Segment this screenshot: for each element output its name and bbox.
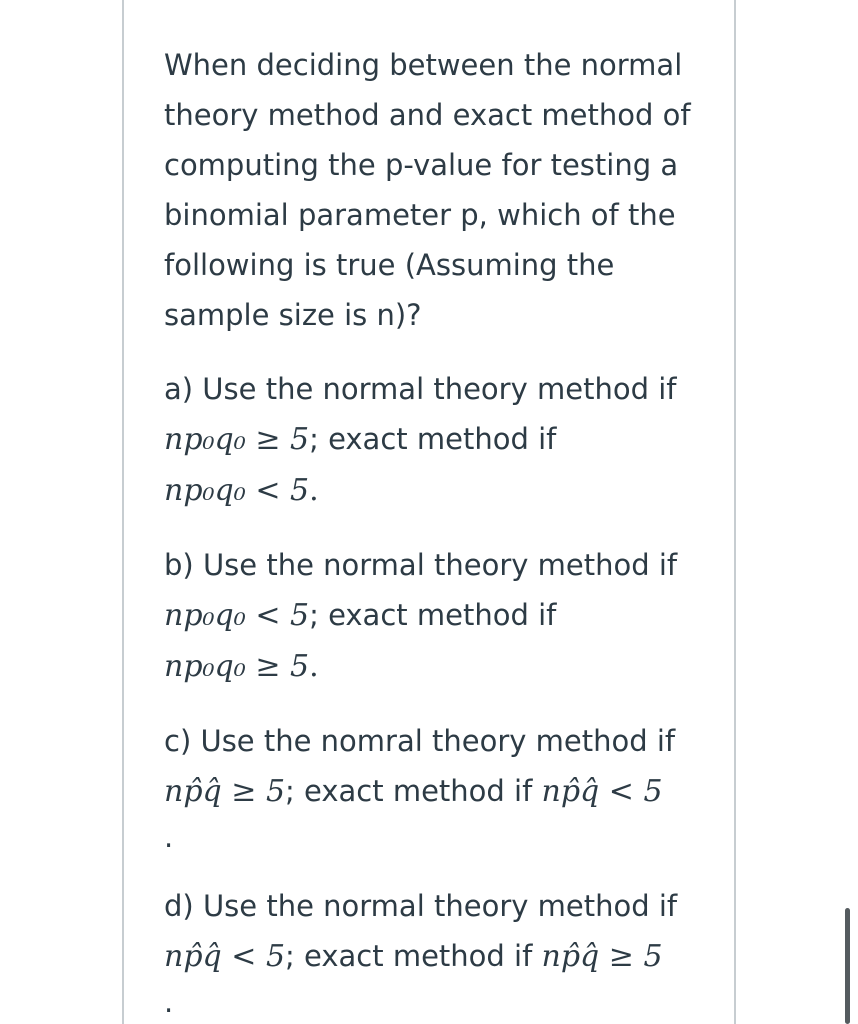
option-d[interactable]	[164, 881, 704, 1022]
option-c[interactable]	[164, 716, 704, 857]
option-b[interactable]	[164, 540, 704, 692]
option-b-math1: np₀q₀ < 5	[164, 598, 310, 633]
option-c-end: .	[164, 820, 174, 854]
option-b-label: b) Use the normal theory method if	[164, 548, 678, 582]
option-c-line2	[164, 766, 704, 817]
option-c-mid: ; exact method if	[285, 774, 542, 808]
option-d-line2	[164, 931, 704, 982]
option-b-line2	[164, 590, 704, 641]
scrollbar-thumb[interactable]	[845, 908, 850, 1024]
option-a-math2: np₀q₀ < 5	[164, 473, 310, 508]
option-a[interactable]	[164, 364, 704, 516]
option-d-label: d) Use the normal theory method if	[164, 889, 678, 923]
option-c-math2: np̂q̂ < 5	[541, 774, 663, 809]
question-text: When deciding between the normal theory method and exact method of computing the p-value for testing a binomial parameter p, which of the following is true (Assuming the sample size is n)?	[164, 48, 691, 332]
option-a-line2	[164, 414, 704, 465]
option-c-math1: np̂q̂ ≥ 5	[164, 774, 286, 809]
option-a-end: .	[309, 473, 319, 508]
question-content	[164, 40, 704, 1022]
option-b-line3	[164, 641, 704, 692]
option-b-math2: np₀q₀ ≥ 5	[164, 649, 310, 684]
option-b-end: .	[309, 649, 319, 684]
option-d-math1: np̂q̂ < 5	[164, 939, 286, 974]
option-a-mid: ; exact method if	[309, 422, 557, 456]
option-c-label: c) Use the nomral theory method if	[164, 724, 676, 758]
option-d-mid: ; exact method if	[285, 939, 542, 973]
option-d-math2: np̂q̂ ≥ 5	[541, 939, 663, 974]
option-a-math1: np₀q₀ ≥ 5	[164, 422, 310, 457]
option-a-line3	[164, 465, 704, 516]
option-d-end: .	[164, 985, 174, 1019]
option-a-label: a) Use the normal theory method if	[164, 372, 677, 406]
option-b-mid: ; exact method if	[309, 598, 557, 632]
